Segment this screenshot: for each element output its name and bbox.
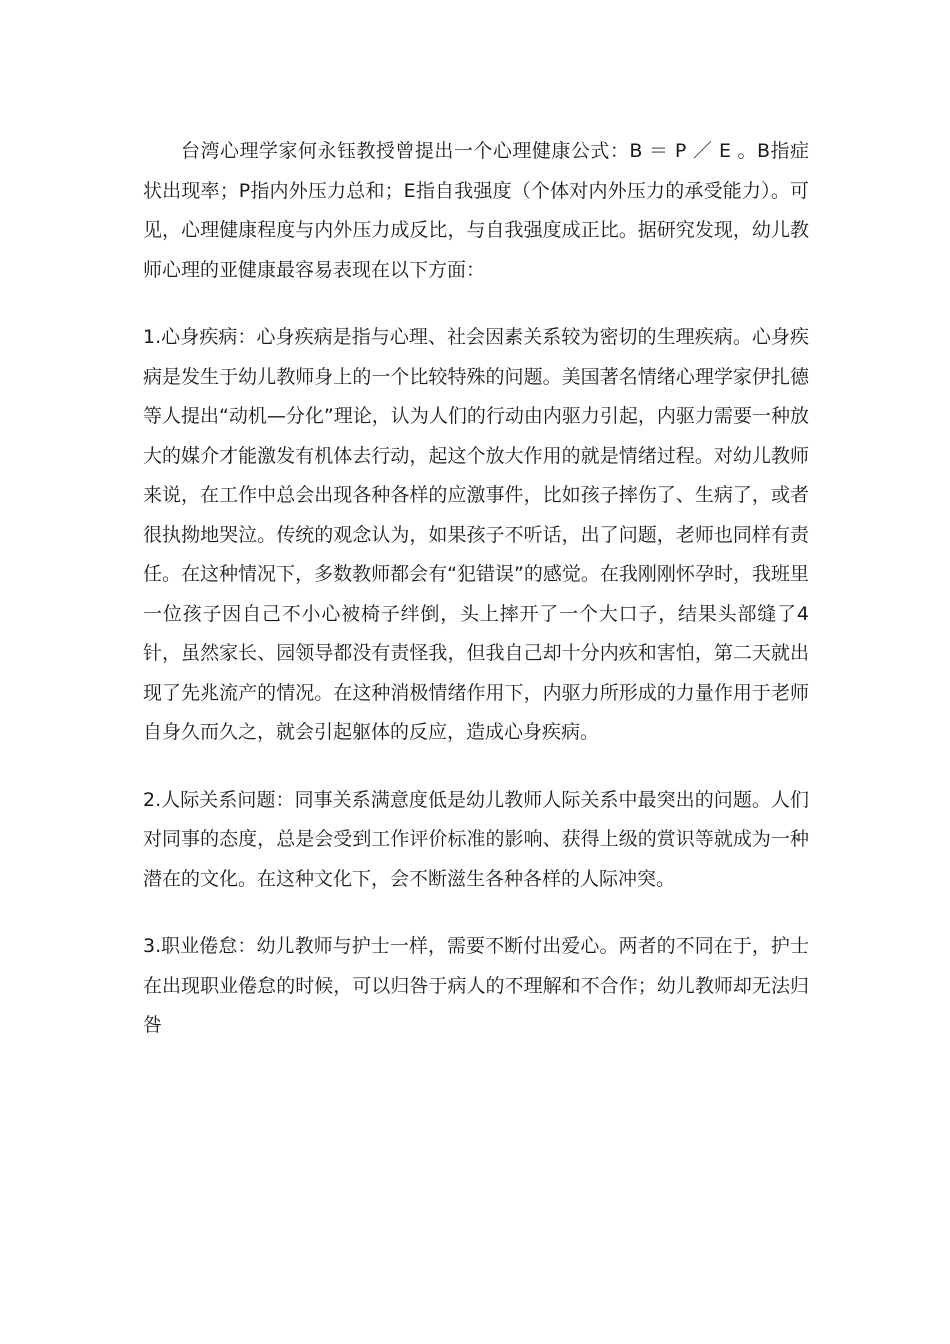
paragraph-item-2: 2.人际关系问题：同事关系满意度低是幼儿教师人际关系中最突出的问题。人们对同事的态度，总是会受到工作评价标准的影响、获得上级的赏识等就成为一种潜在的文化。在这种文化下，会不断滋生各种各样的人际冲突。 [143,788,809,890]
paragraph-gap [143,290,809,318]
document-body [143,132,809,1046]
paragraph-intro: 台湾心理学家何永钰教授曾提出一个心理健康公式：B ＝ P ／ E 。B指症状出现率；P指内外压力总和；E指自我强度（个体对内外压力的承受能力）。可见，心理健康程度与内外压力成反比，与自我强度成正比。据研究发现，幼儿教师心理的亚健康最容易表现在以下方面： [143,140,809,281]
paragraph-gap [143,753,809,781]
paragraph-item-3: 3.职业倦怠：幼儿教师与护士一样，需要不断付出爱心。两者的不同在于，护士在出现职业倦怠的时候，可以归咎于病人的不理解和不合作；幼儿教师却无法归咎 [143,935,809,1036]
paragraph-gap [143,899,809,927]
paragraph-item-1: 1.心身疾病：心身疾病是指与心理、社会因素关系较为密切的生理疾病。心身疾病是发生于幼儿教师身上的一个比较特殊的问题。美国著名情绪心理学家伊扎德等人提出“动机—分化”理论，认为人们的行动由内驱力引起，内驱力需要一种放大的媒介才能激发有机体去行动，起这个放大作用的就是情绪过程。对幼儿教师来说，在工作中总会出现各种各样的应激事件，比如孩子摔伤了、生病了，或者很执拗地哭泣。传统的观念认为，如果孩子不听话，出了问题，老师也同样有责任。在这种情况下，多数教师都会有“犯错误”的感觉。在我刚刚怀孕时，我班里一位孩子因自己不小心被椅子绊倒，头上摔开了一个大口子，结果头部缝了4针，虽然家长、园领导都没有责怪我，但我自己却十分内疚和害怕，第二天就出现了先兆流产的情况。在这种消极情绪作用下，内驱力所形成的力量作用于老师自身久而久之，就会引起躯体的反应，造成心身疾病。 [143,326,809,743]
